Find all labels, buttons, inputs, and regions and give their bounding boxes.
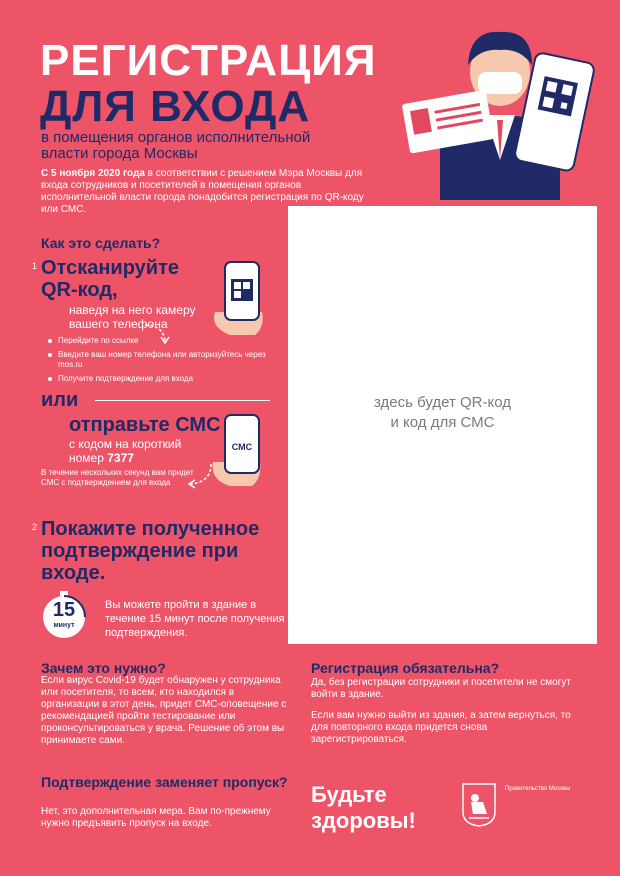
bullet-item: Перейдите по ссылке — [48, 336, 278, 346]
step-1-title-line-2: QR-код, — [41, 279, 118, 301]
bullet-item: Введите ваш номер телефона или авторизуйтесь через mos.ru — [48, 350, 278, 370]
step-2-title: Покажите полученное подтверждение при входе. — [41, 518, 260, 584]
sms-number: 7377 — [107, 451, 134, 465]
sms-description-prefix: с кодом на короткий номер — [69, 437, 182, 465]
bullet-item: Получите подтверждение для входа — [48, 374, 278, 384]
intro-rest: в соответствии с решением Мэра Москвы для входа сотрудников и посетителей в помещения органов исполнительной власти города понадобится регистрация по QR-коду или СМС. — [41, 168, 364, 215]
timer-unit: минут — [53, 622, 75, 629]
timer-number: 15 — [52, 599, 76, 621]
timer-text: Вы можете пройти в здание в течение 15 минут после получения подтверждения. — [105, 599, 285, 639]
mandatory-text-2: Если вам нужно выйти из здания, а затем вернуться, то для повторного входа придется снова зарегистрироваться. — [311, 710, 571, 745]
title-line-2: ДЛЯ ВХОДА — [40, 82, 311, 131]
curved-arrow-icon — [185, 460, 215, 490]
step-1-number: 1 — [32, 261, 38, 271]
mandatory-heading: Регистрация обязательна? — [311, 660, 500, 676]
mandatory-text-1: Да, без регистрации сотрудники и посетители не смогут войти в здание. — [311, 677, 571, 700]
howto-heading: Как это сделать? — [41, 235, 161, 251]
title-line-1: РЕГИСТРАЦИЯ — [40, 36, 377, 85]
step-1-description: наведя на него камеру вашего телефона — [69, 303, 196, 331]
replace-text: Нет, это дополнительная мера. Вам по-прежнему нужно предъявить пропуск на входе. — [41, 806, 271, 829]
hand-phone-qr-icon — [210, 257, 270, 337]
replace-heading: Подтверждение заменяет пропуск? — [41, 774, 288, 790]
qr-placeholder-line-1: здесь будет QR-код — [373, 394, 511, 411]
step-1-title — [41, 257, 221, 301]
moscow-emblem-icon — [461, 782, 497, 828]
or-divider-text: или — [41, 389, 79, 411]
be-healthy-slogan: Будьте здоровы! — [311, 782, 416, 833]
sms-title: отправьте СМС — [69, 414, 221, 436]
sms-description — [69, 437, 199, 465]
why-heading: Зачем это нужно? — [41, 660, 166, 676]
subtitle: в помещения органов исполнительной власти города Москвы — [41, 129, 311, 162]
qr-placeholder-line-2: и код для СМС — [390, 414, 495, 431]
or-divider-line — [95, 400, 270, 401]
intro-date: С 5 ноября 2020 года — [41, 168, 145, 179]
why-text: Если вирус Covid-19 будет обнаружен у сотрудника или посетителя, то всем, кто находился в организации в этот день, придет СМС-оповещение с рекомендацией пройти тестирование или проконсультироваться у врача. Решение об этом вы принимаете сами. — [41, 675, 287, 746]
step-2-number: 2 — [32, 522, 38, 532]
man-with-phone-illustration — [400, 10, 600, 200]
step-1-bullets — [48, 336, 278, 388]
government-label: Правительство Москвы — [505, 786, 571, 792]
step-1-title-line-1: Отсканируйте — [41, 257, 180, 279]
qr-placeholder-text — [288, 393, 597, 433]
hand-phone-sms-icon — [210, 412, 270, 487]
sms-phone-label: СМС — [231, 442, 253, 452]
sms-note: В течение нескольких секунд вам придет СМС с подтверждением для входа — [41, 468, 194, 487]
